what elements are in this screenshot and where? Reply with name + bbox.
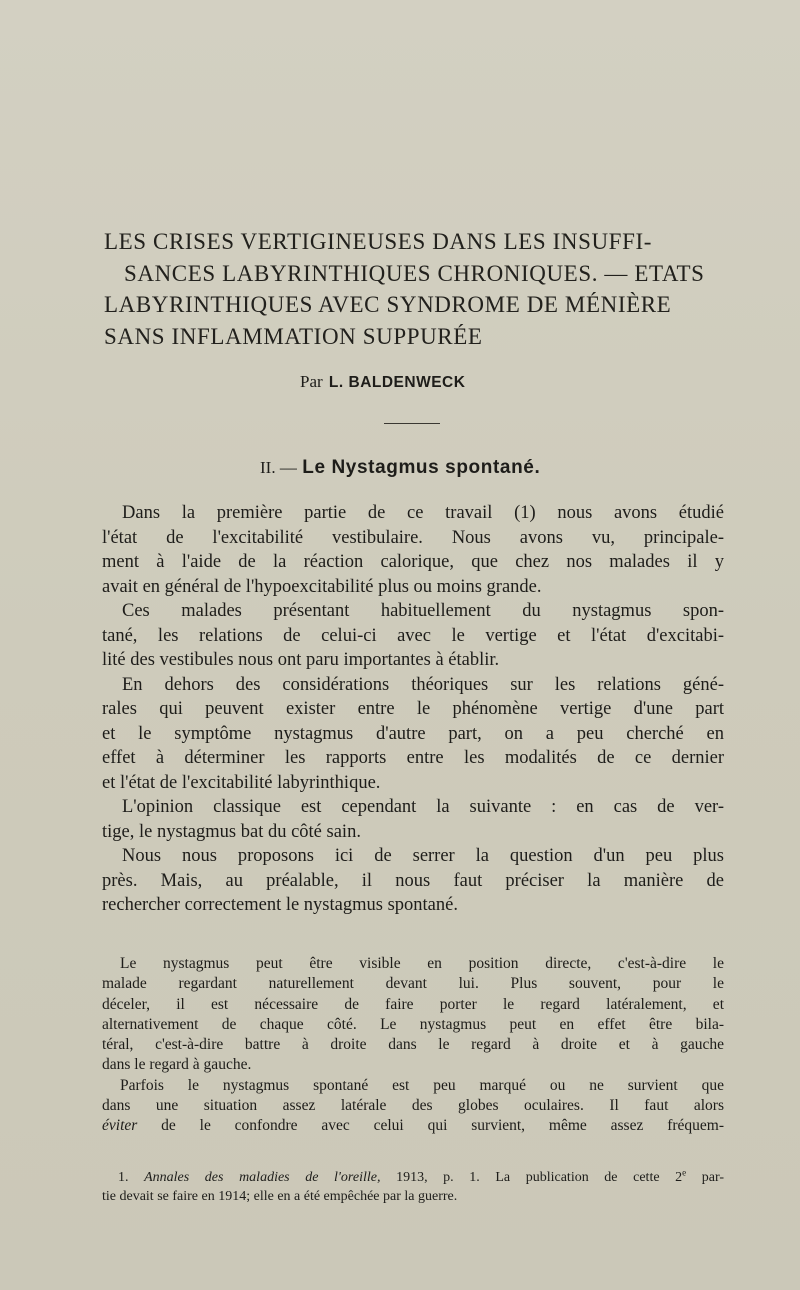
body-line: effet à déterminer les rapports entre les modalités de ce dernier [102, 748, 724, 768]
body-line: L'opinion classique est cependant la suivante : en cas de ver- [122, 797, 724, 817]
article-title [104, 226, 744, 352]
body-line: tige, le nystagmus bat du côté sain. [102, 821, 361, 842]
small-line: téral, c'est-à-dire battre à droite dans le regard à droite et à gauche [102, 1036, 724, 1054]
small-line-with-italic [102, 1116, 724, 1136]
small-line: dans le regard à gauche. [102, 1056, 252, 1074]
byline-prefix: Par [300, 372, 323, 391]
section-number: II. — [260, 458, 297, 477]
footnote-superscript: e [682, 1167, 687, 1178]
title-line: SANCES LABYRINTHIQUES CHRONIQUES. — ETATS [124, 260, 705, 286]
body-line: l'état de l'excitabilité vestibulaire. Nous avons vu, principale- [102, 527, 724, 548]
body-line: avait en général de l'hypoexcitabilité plus ou moins grande. [102, 576, 542, 597]
footnote-line: tie devait se faire en 1914; elle en a été empêchée par la guerre. [102, 1189, 458, 1204]
small-line: dans une situation assez latérale des globes oculaires. Il faut alors [102, 1097, 724, 1115]
small-print-text [102, 954, 724, 1137]
title-line: LES CRISES VERTIGINEUSES DANS LES INSUFFI- [104, 229, 652, 254]
section-heading [260, 457, 540, 479]
body-line: Nous nous proposons ici de serrer la question d'un peu plus [122, 846, 724, 866]
small-line: alternativement de chaque côté. Le nystagmus peut en effet être bila- [102, 1015, 724, 1033]
small-line-rest: de le confondre avec celui qui survient, même assez fréquem- [161, 1117, 725, 1135]
main-body-text [102, 501, 724, 918]
title-divider [384, 423, 440, 424]
body-line: rales qui peuvent exister entre le phénomène vertige d'une part [102, 699, 724, 719]
body-line: Ces malades présentant habituellement du nystagmus spon- [122, 601, 724, 621]
section-title: Le Nystagmus spontané. [302, 457, 541, 478]
footnote [102, 1168, 724, 1206]
footnote-marker: 1. [118, 1170, 129, 1185]
body-line: En dehors des considérations théoriques sur les relations géné- [122, 674, 724, 695]
small-line: Le nystagmus peut être visible en position directe, c'est-à-dire le [120, 955, 724, 972]
byline [300, 372, 465, 392]
small-line: déceler, il est nécessaire de faire porter le regard latéralement, et [102, 995, 724, 1013]
body-line: rechercher correctement le nystagmus spontané. [102, 895, 458, 915]
body-line: près. Mais, au préalable, il nous faut préciser la manière de [102, 870, 724, 891]
italic-word: éviter [102, 1117, 138, 1135]
body-line: Dans la première partie de ce travail (1) nous avons étudié [122, 503, 724, 523]
footnote-line [102, 1168, 724, 1187]
body-line: et le symptôme nystagmus d'autre part, on a peu cherché en [102, 723, 724, 744]
body-line: lité des vestibules nous ont paru importantes à établir. [102, 650, 500, 670]
footnote-text: 1913, p. 1. La publication de cette 2 [396, 1170, 683, 1185]
title-line: SANS INFLAMMATION SUPPURÉE [104, 323, 483, 349]
body-line: ment à l'aide de la réaction calorique, que chez nos malades il y [102, 552, 724, 572]
footnote-text-end: par- [701, 1170, 725, 1185]
small-line: Parfois le nystagmus spontané est peu marqué ou ne survient que [120, 1076, 724, 1094]
author-name: L. BALDENWECK [328, 374, 466, 391]
body-line: tané, les relations de celui-ci avec le vertige et l'état d'excitabi- [102, 625, 724, 646]
footnote-journal: Annales des maladies de l'oreille, [144, 1170, 381, 1185]
small-line: malade regardant naturellement devant lui. Plus souvent, pour le [102, 975, 724, 993]
body-line: et l'état de l'excitabilité labyrinthique. [102, 772, 381, 793]
title-line: LABYRINTHIQUES AVEC SYNDROME DE MÉNIÈRE [104, 292, 672, 317]
